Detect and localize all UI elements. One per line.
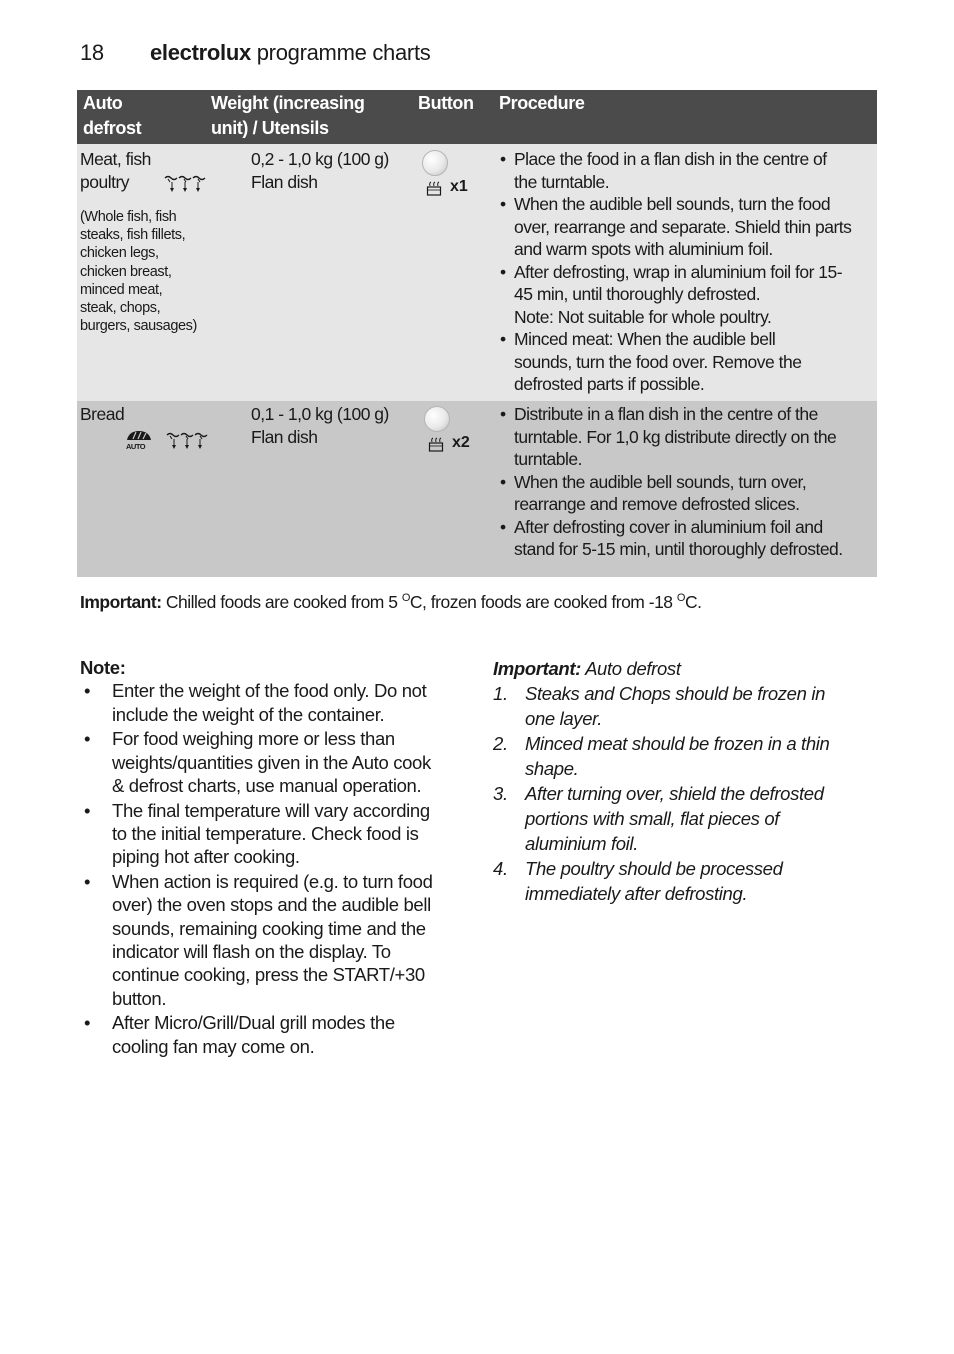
procedure-step xyxy=(500,328,878,396)
step-line: rearrange and remove defrosted slices. xyxy=(514,494,800,514)
important-auto-defrost-section xyxy=(493,656,873,906)
item-line: indicator will flash on the display. To xyxy=(112,941,391,963)
food-name-line: Bread xyxy=(80,404,125,424)
weight-range: 0,1 - 1,0 kg (100 g) xyxy=(251,404,389,424)
step-line: 45 min, until thoroughly defrosted. xyxy=(514,284,761,304)
step-line: Note: Not suitable for whole poultry. xyxy=(514,306,772,327)
item-line: The poultry should be processed xyxy=(525,858,783,879)
example-line: minced meat, xyxy=(80,281,163,298)
press-count-text: x2 xyxy=(452,434,470,451)
item-line: aluminium foil. xyxy=(525,833,638,854)
item-line: button. xyxy=(112,987,167,1009)
press-count-text: x1 xyxy=(450,178,468,195)
important-label: Important: xyxy=(80,592,162,612)
list-item: • Enter the weight of the food only. Do not include the weight of the container. xyxy=(80,679,460,726)
column-header-auto-defrost xyxy=(83,91,141,141)
example-line: burgers, sausages) xyxy=(80,318,197,335)
page-header xyxy=(80,40,430,66)
step-line: turntable. xyxy=(514,449,582,469)
list-item xyxy=(493,731,873,781)
weight-cell xyxy=(251,403,421,448)
brand-name: electrolux xyxy=(150,40,251,65)
list-item: • When action is required (e.g. to turn food over) the oven stops and the audible bell sounds, remaining cooking time and the indicator will flash on the display. To continue cooking, press the START/+30 button. xyxy=(80,870,460,1010)
list-item xyxy=(493,681,873,731)
auto-label: AUTO xyxy=(126,441,146,450)
procedure-step xyxy=(500,193,878,261)
step-line: stand for 5-15 min, until thoroughly defrosted. xyxy=(514,539,843,559)
list-item: • For food weighing more or less than weights/quantities given in the Auto cook & defrost charts, use manual operation. xyxy=(80,727,460,797)
header-line: Auto xyxy=(83,93,123,113)
item-line: cooling fan may come on. xyxy=(112,1035,315,1057)
important-temperature-note xyxy=(80,592,701,613)
header-line: Button xyxy=(418,93,474,113)
auto-defrost-button-icon xyxy=(422,150,448,176)
step-line: the turntable. xyxy=(514,171,610,192)
auto-defrost-button-icon xyxy=(424,406,450,432)
table-row-bread xyxy=(77,401,877,577)
example-line: steaks, fish fillets, xyxy=(80,227,186,244)
list-item xyxy=(493,856,873,906)
degree-mark: O xyxy=(401,592,410,605)
press-count xyxy=(428,432,470,455)
item-line: & defrost charts, use manual operation. xyxy=(112,774,422,796)
bread-auto-icon xyxy=(125,428,155,450)
item-line: When action is required (e.g. to turn food xyxy=(112,871,433,893)
list-item: • After Micro/Grill/Dual grill modes the cooling fan may come on. xyxy=(80,1011,460,1058)
step-line: sounds, turn the food over. Remove the xyxy=(514,351,802,372)
item-number: 4. xyxy=(493,858,508,879)
item-line: sounds, remaining cooking time and the xyxy=(112,917,426,939)
food-examples xyxy=(80,208,240,335)
item-line: to the initial temperature. Check food is xyxy=(112,823,419,845)
procedure-step xyxy=(500,516,878,561)
press-count xyxy=(426,176,468,199)
item-line: immediately after defrosting. xyxy=(525,883,748,904)
step-line: • When the audible bell sounds, turn over, xyxy=(514,471,807,492)
important-subtitle: Auto defrost xyxy=(580,658,681,679)
procedure-cell xyxy=(500,403,878,561)
defrost-program-icon xyxy=(428,435,444,452)
step-line: • When the audible bell sounds, turn the food xyxy=(514,194,831,214)
item-line: Enter the weight of the food only. Do not xyxy=(112,680,427,702)
item-line: one layer. xyxy=(525,708,603,729)
step-line: and warm spots with aluminium foil. xyxy=(514,239,773,259)
utensil: Flan dish xyxy=(251,171,318,192)
item-line: Minced meat should be frozen in a thin xyxy=(525,733,830,754)
utensil: Flan dish xyxy=(251,426,318,447)
note-title: Note: xyxy=(80,657,126,678)
note-section xyxy=(80,656,460,1060)
auto-defrost-table xyxy=(77,90,877,577)
item-line: The final temperature will vary according xyxy=(112,799,430,821)
important-title xyxy=(493,656,873,681)
note-text: Chilled foods are cooked from 5 xyxy=(161,592,402,612)
column-header-weight xyxy=(211,91,365,141)
example-line: chicken breast, xyxy=(80,263,172,280)
example-line: (Whole fish, fish xyxy=(80,209,177,225)
item-line: include the weight of the container. xyxy=(112,703,385,725)
step-line: • Minced meat: When the audible bell xyxy=(514,329,776,349)
step-line: over, rearrange and separate. Shield thin parts xyxy=(514,216,852,237)
header-line: unit) / Utensils xyxy=(211,118,329,138)
procedure-step xyxy=(500,261,878,329)
item-line: over) the oven stops and the audible bell xyxy=(112,894,431,916)
example-line: chicken legs, xyxy=(80,245,159,262)
step-line: • After defrosting, wrap in aluminium foil for 15- xyxy=(514,261,843,282)
section-title: programme charts xyxy=(256,40,431,65)
column-header-button xyxy=(418,91,474,116)
item-line: weights/quantities given in the Auto cook xyxy=(112,751,431,773)
item-line: After turning over, shield the defrosted xyxy=(525,783,824,804)
item-line: After Micro/Grill/Dual grill modes the xyxy=(112,1012,395,1034)
step-line: turntable. For 1,0 kg distribute directly on the xyxy=(514,426,837,447)
procedure-step xyxy=(500,148,878,193)
item-line: piping hot after cooking. xyxy=(112,846,300,868)
item-line: portions with small, flat pieces of xyxy=(525,808,780,829)
step-line: defrosted parts if possible. xyxy=(514,374,705,394)
food-name-cell xyxy=(80,403,240,452)
defrost-icon xyxy=(164,175,208,193)
food-name-cell xyxy=(80,148,240,335)
item-number: 3. xyxy=(493,783,508,804)
step-line: • After defrosting cover in aluminium foil and xyxy=(514,516,823,537)
note-text: C. xyxy=(684,592,702,612)
degree-mark: O xyxy=(676,592,685,605)
important-label: Important: xyxy=(493,658,581,679)
note-text: C, frozen foods are cooked from -18 xyxy=(409,592,677,612)
column-header-procedure xyxy=(499,91,584,116)
item-line: shape. xyxy=(525,758,579,779)
list-item xyxy=(493,781,873,856)
example-line: steak, chops, xyxy=(80,300,161,317)
food-name-line: Meat, fish xyxy=(80,149,151,169)
weight-cell xyxy=(251,148,421,193)
step-line: • Place the food in a flan dish in the centre of xyxy=(514,149,827,169)
item-number: 2. xyxy=(493,733,508,754)
list-item: • The final temperature will vary according to the initial temperature. Check food is piping hot after cooking. xyxy=(80,799,460,869)
procedure-cell xyxy=(500,148,878,396)
procedure-step xyxy=(500,471,878,516)
weight-range: 0,2 - 1,0 kg (100 g) xyxy=(251,149,389,169)
header-line: defrost xyxy=(83,118,142,138)
item-line: Steaks and Chops should be frozen in xyxy=(525,683,826,704)
header-line: Weight (increasing xyxy=(211,93,365,113)
table-row-meat-fish-poultry xyxy=(77,144,877,401)
item-line: continue cooking, press the START/+30 xyxy=(112,964,425,986)
step-line: • Distribute in a flan dish in the centre of the xyxy=(514,404,818,424)
defrost-icon xyxy=(166,432,210,450)
item-line: For food weighing more or less than xyxy=(112,728,395,750)
procedure-step xyxy=(500,403,878,471)
table-header xyxy=(77,90,877,144)
food-name-line: poultry xyxy=(80,171,130,192)
page-number: 18 xyxy=(80,40,104,65)
header-line: Procedure xyxy=(499,93,585,113)
item-number: 1. xyxy=(493,683,508,704)
defrost-program-icon xyxy=(426,179,442,196)
